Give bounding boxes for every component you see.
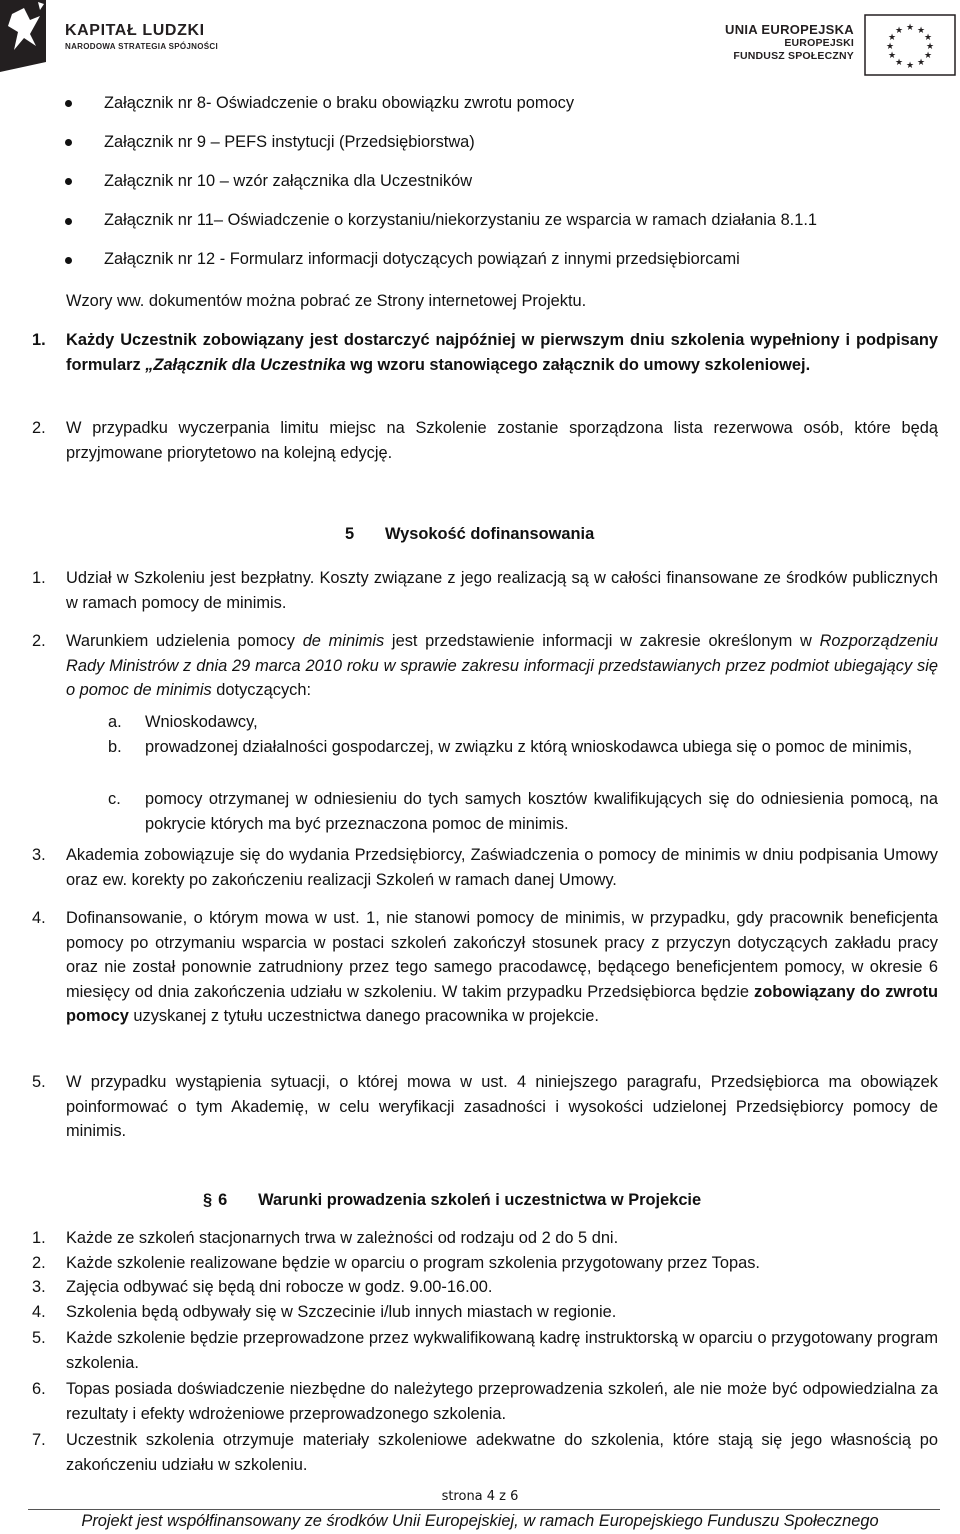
item-number: 1.	[32, 331, 46, 349]
item-number: 1.	[32, 569, 46, 587]
eu-logo-line2: EUROPEJSKI	[784, 37, 854, 49]
s6-item-5: Każde szkolenie będzie przeprowadzone przez wykwalifikowaną kadrę instruktorską w oparciu o przygotowany program szkolenia.	[66, 1329, 938, 1372]
item-number: 3.	[32, 846, 46, 864]
svg-text:★: ★	[916, 26, 926, 36]
page-number: strona 4 z 6	[441, 1489, 519, 1504]
section-title: Wysokość dofinansowania	[385, 525, 595, 543]
participant-form-paragraph: Każdy Uczestnik zobowiązany jest dostarczyć najpóźniej w pierwszym dniu szkolenia wypełniony i podpisany formularz „Załącznik dla Uczestnika wg wzoru stanowiącego załącznik do umowy szkoleniowej.	[66, 331, 938, 374]
sub-item-label: a.	[108, 713, 122, 731]
item-number: 5.	[32, 1329, 46, 1347]
item-number: 5.	[32, 1073, 46, 1091]
eu-logo-line1: UNIA EUROPEJSKA	[725, 22, 854, 37]
svg-text:★: ★	[925, 42, 935, 52]
item-number: 2.	[32, 419, 46, 437]
s5-item-3: Akademia zobowiązuje się do wydania Przedsiębiorcy, Zaświadczenia o pomocy de minimis w dniu podpisania Umowy oraz ew. korekty po zakończeniu realizacji Szkoleń w ramach danej Umowy.	[66, 846, 938, 889]
svg-text:★: ★	[923, 33, 933, 43]
s5-item-1: Udział w Szkoleniu jest bezpłatny. Koszty związane z jego realizacją są w całości finansowane ze środków publicznych w ramach pomocy de minimis.	[66, 569, 938, 612]
section-title: Warunki prowadzenia szkoleń i uczestnictwa w Projekcie	[258, 1191, 702, 1209]
list-item: Załącznik nr 10 – wzór załącznika dla Uczestników	[104, 172, 473, 190]
section-number: 5	[345, 525, 355, 543]
svg-text:★: ★	[905, 61, 915, 71]
page-footer: Projekt jest współfinansowany ze środków Unii Europejskiej, w ramach Europejskiego Funduszu Społecznego	[81, 1512, 879, 1530]
kapital-ludzki-subtitle: NARODOWA STRATEGIA SPÓJNOŚCI	[65, 42, 219, 51]
section-number: 6	[218, 1191, 228, 1209]
page-header	[0, 0, 960, 78]
svg-text:★: ★	[887, 33, 897, 43]
s6-item-6: Topas posiada doświadczenie niezbędne do należytego przeprowadzenia szkoleń, ale nie może być odpowiedzialna za rezultaty i efekty wdrożeniowe przeprowadzonego szkolenia.	[66, 1380, 938, 1423]
kapital-ludzki-title: KAPITAŁ LUDZKI	[65, 22, 205, 39]
s6-item-4: Szkolenia będą odbywały się w Szczecinie i/lub innych miastach w regionie.	[66, 1303, 617, 1321]
s6-item-1: Każde ze szkoleń stacjonarnych trwa w zależności od rodzaju od 2 do 5 dni.	[66, 1229, 619, 1247]
s5-item-5: W przypadku wystąpienia sytuacji, o której mowa w ust. 4 niniejszego paragrafu, Przedsiębiorca ma obowiązek poinformować o tym Akademię, w celu weryfikacji zasadności i wysokości udzielonej Przedsiębiorcy pomocy de minimis.	[66, 1073, 938, 1141]
s5-item-4: Dofinansowanie, o którym mowa w ust. 1, nie stanowi pomocy de minimis, w przypadku, gdy pracownik beneficjenta pomocy po otrzymaniu wsparcia w postaci szkoleń zakończył stosunek pracy z przyczyn dotyczących zakładu pracy oraz nie został ponownie zatrudniony przez tego samego pracodawcę, będącego beneficjentem pomocy, w okresie 6 miesięcy od dnia zakończenia udziału w szkoleniu. W takim przypadku Przedsiębiorca będzie zobowiązany do zwrotu pomocy uzyskanej z tytułu uczestnictwa danego pracownika w projekcie.	[66, 909, 938, 1026]
item-number: 4.	[32, 909, 46, 927]
sub-item-label: c.	[108, 790, 121, 808]
item-number: 2.	[32, 1254, 46, 1272]
eu-logo-line3: FUNDUSZ SPOŁECZNY	[733, 50, 854, 62]
item-number: 6.	[32, 1380, 46, 1398]
s6-item-3: Zajęcia odbywać się będą dni robocze w godz. 9.00-16.00.	[66, 1278, 493, 1296]
kapital-ludzki-logo	[0, 0, 62, 72]
bullet-dot	[65, 218, 72, 225]
section-5-heading	[345, 522, 594, 547]
svg-text:★: ★	[894, 26, 904, 36]
reserve-list-paragraph: W przypadku wyczerpania limitu miejsc na Szkolenie zostanie sporządzona lista rezerwowa osób, które będą przyjmowane priorytetowo na kolejną edycję.	[66, 419, 938, 462]
section-6-heading	[203, 1188, 701, 1213]
item-number: 1.	[32, 1229, 46, 1247]
sub-item: pomocy otrzymanej w odniesieniu do tych samych kosztów kwalifikujących się do odniesienia pomocą, na pokrycie których ma być przeznaczona pomoc de minimis.	[145, 790, 938, 833]
svg-text:★: ★	[885, 42, 895, 52]
eu-flag-icon	[864, 14, 956, 76]
list-item: Załącznik nr 11– Oświadczenie o korzystaniu/niekorzystaniu ze wsparcia w ramach działania 8.1.1	[104, 211, 818, 229]
item-number: 2.	[32, 632, 46, 650]
section-symbol: §	[203, 1191, 213, 1209]
svg-text:★: ★	[923, 51, 933, 61]
list-item: Załącznik nr 8- Oświadczenie o braku obowiązku zwrotu pomocy	[104, 94, 575, 112]
svg-text:★: ★	[887, 51, 897, 61]
sub-item-label: b.	[108, 738, 122, 756]
svg-text:★: ★	[894, 58, 904, 68]
svg-text:★: ★	[916, 58, 926, 68]
sub-item: prowadzonej działalności gospodarczej, w związku z którą wnioskodawca ubiega się o pomoc de minimis,	[145, 738, 913, 756]
s6-item-2: Każde szkolenie realizowane będzie w oparciu o program szkolenia przygotowany przez Topas.	[66, 1254, 760, 1272]
eu-logo-text	[725, 22, 854, 63]
list-item: Załącznik nr 9 – PEFS instytucji (Przedsiębiorstwa)	[104, 133, 475, 151]
s6-item-7: Uczestnik szkolenia otrzymuje materiały szkoleniowe adekwatne do szkolenia, które stają się jego własnością po zakończeniu udziału w szkoleniu.	[66, 1431, 938, 1474]
svg-text:★: ★	[905, 23, 915, 33]
item-number: 7.	[32, 1431, 46, 1449]
bullet-dot	[65, 178, 72, 185]
item-number: 4.	[32, 1303, 46, 1321]
bullet-dot	[65, 100, 72, 107]
list-item: Załącznik nr 12 - Formularz informacji dotyczących powiązań z innymi przedsiębiorcami	[104, 250, 740, 268]
s5-item-2: Warunkiem udzielenia pomocy de minimis jest przedstawienie informacji w zakresie określonym w Rozporządzeniu Rady Ministrów z dnia 29 marca 2010 roku w sprawie zakresu informacji przedstawianych przez podmiot ubiegający się o pomoc de minimis dotyczących:	[66, 632, 939, 700]
item-number: 3.	[32, 1278, 46, 1296]
bullet-dot	[65, 139, 72, 146]
templates-note: Wzory ww. dokumentów można pobrać ze Strony internetowej Projektu.	[66, 292, 587, 310]
sub-item: Wnioskodawcy,	[145, 713, 258, 731]
bullet-dot	[65, 257, 72, 264]
